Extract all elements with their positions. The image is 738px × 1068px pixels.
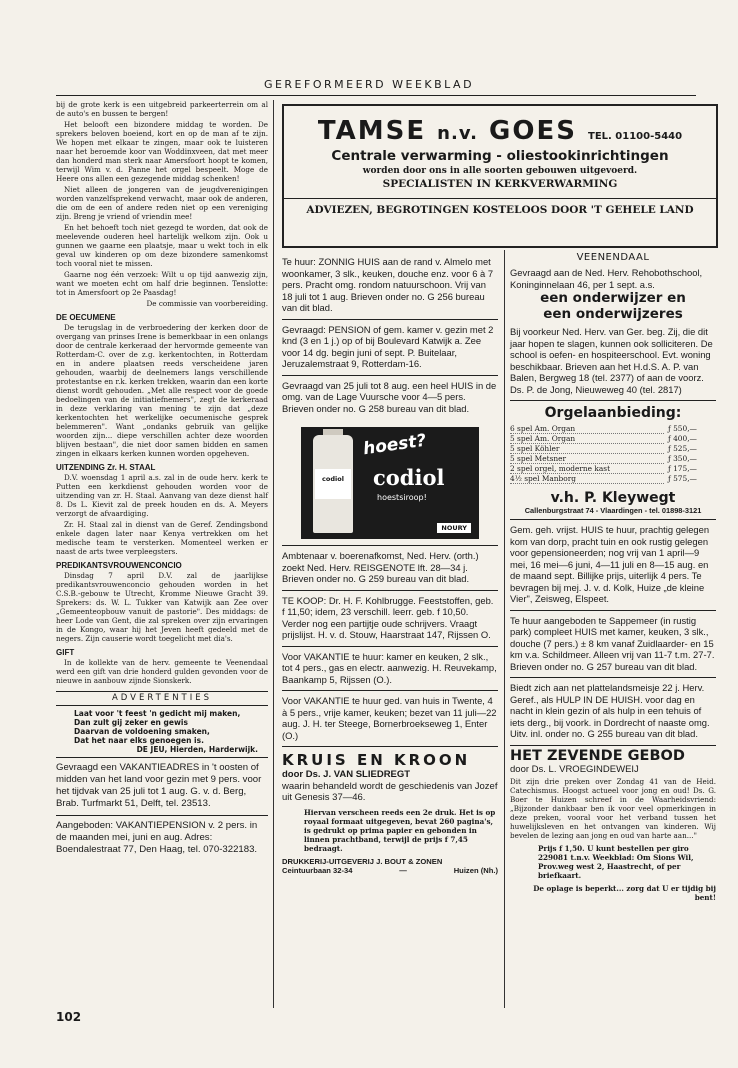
verse-line: Dan zult gij zeker en gewis: [74, 718, 188, 727]
kruis-body: Hiervan verscheen reeds een 2e druk. Het is op royaal formaat uitgegeven, bevat 260 pagina's, is gedrukt op prima papier en gebonden in linnen prachtband, terwijl de prijs f 7,45 bedraagt.: [304, 807, 496, 853]
orgel-name: 4½ spel Manborg: [510, 474, 664, 484]
article-text: bij de grote kerk is een uitgebreid parkeerterrein om al de auto's en bussen te bergen!: [56, 100, 268, 118]
tamse-subline: worden door ons in alle soorten gebouwen uitgevoerd.: [362, 166, 638, 176]
tamse-phone: TEL. 01100-5440: [588, 131, 683, 142]
veenendaal-h2: een onderwijzeres: [543, 306, 683, 322]
kruis-title: KRUIS EN KROON: [282, 751, 471, 769]
codiol-slogan: hoest?: [361, 430, 428, 460]
kleywegt-name: v.h. P. Kleywegt: [550, 490, 676, 506]
kleywegt-address: Callenburgstraat 74 - Vlaardingen - tel. 01898-3121: [510, 506, 716, 520]
article-text: Het belooft een bizondere middag te worden. De sprekers beloven boeiend, kort en op de man af te zijn. We hopen met elkaar te zingen, maar ook te luisteren naar het beroemde koor van Woddinxveen, dat met meer dan honderd man sterk naar Amersfoort hoopt te komen, terwijl Wim v. d. Panne het orgel bespeelt. Moge de Heere ons allen een gezegende middag schenken!: [56, 120, 268, 183]
verse-line: Dat het naar elks genoegen is.: [74, 736, 204, 745]
heading-staal: UITZENDING Zr. H. STAAL: [56, 463, 156, 472]
ad-huis-sappemeer: Te huur aangeboden te Sappemeer (in rustig park) compleet HUIS met kamer, keuken, 3 slk., douche (7 pers.) ± 8 km vanaf Zuidlaarder- en 15 km v.a. Schildmeer. Alleen vrij van 11-7 t.m. 27-7. Brieven onder no. G 257 bureau van dit blad.: [510, 611, 716, 679]
column-divider: [273, 100, 274, 1008]
drukkerij: [282, 857, 498, 875]
ad-zonnig-huis: Te huur: ZONNIG HUIS aan de rand v. Almelo met woonkamer, 3 slk., keuken, douche enz. voor 6 à 7 pers. Pracht omg. rondom natuurschoon. Vrij van 18 juli tot 1 aug. Brieven onder no. G 256 bureau van dit blad.: [282, 252, 498, 320]
article-text: Zr. H. Staal zal in dienst van de Geref. Zendingsbond enkele dagen later naar Kenya vertrekken om het medische team te versterken. Momenteel werken er naast de arts twee verpleegsters.: [56, 520, 268, 556]
codiol-sub: hoestsiroop!: [377, 493, 427, 502]
article-text: En het behoeft toch niet gezegd te worden, dat ook de meelevende ouderen heel hartelijk welkom zijn. Ook u gunnen we gaarne een plaatsje, maar u wekt toch in elk geval uw kinderen op om deze bizondere samenkomst toch vooral niet te missen.: [56, 223, 268, 268]
heading-oecumene: DE OECUMENE: [56, 313, 116, 322]
page-number: 102: [56, 1010, 82, 1024]
page-header: GEREFORMEERD WEEKBLAD: [263, 78, 475, 91]
article-text: Dinsdag 7 april D.V. zal de jaarlijkse predikantsvrouwenconcio gehouden worden in het C.S.B.-gebouw te Utrecht, Kromme Nieuwe Gracht 39. Sprekers: ds. W. L. Tukker van Katwijk aan Zee over „Gemeenteopbouw vanuit de pastorie". Des middags: de heer Lode van Gent, die zal spreken over zijn ervaringen in de Kongo, waar hij het Jeven heeft gedeeld met de negers. Zijn causerie wordt toegelicht met dia's.: [56, 571, 268, 643]
veenendaal-body: Bij voorkeur Ned. Herv. van Ger. beg. Zij, die dit jaar hopen te slagen, kunnen ook solliciteren. De school is oefen- en hospiteerschool. Evt. woning beschikbaar. Brieven aan het H.d.S. A. P. van Balen, Bergweg 18 (tel. 2377) of aan de voorz. Ds. P. de Jong, Nieuweweg 40 (tel. 2817): [510, 322, 716, 401]
column-divider: [504, 250, 505, 1008]
orgel-name: 2 spel orgel, moderne kast: [510, 464, 664, 474]
veenendaal-text: Gevraagd aan de Ned. Herv. Rehobothschool, Koninginnelaan 46, per 1 sept. a.s.: [510, 267, 703, 290]
ad-reisgenote: Ambtenaar v. boerenafkomst, Ned. Herv. (orth.) zoekt Ned. Herv. REISGENOTE lft. 28—34 j. Brieven onder no. G 259 bureau van dit blad.: [282, 545, 498, 591]
article-text: D.V. woensdag 1 april a.s. zal in de oude herv. kerk te Putten een kerkdienst gehouden worden voor de uitzending van zr. H. Staal. Aanvang van deze dienst half 8. Ds L. Kievit zal de preek houden en ds. A. Meyers verzorgt de afvaardiging.: [56, 473, 268, 518]
article-text: Niet alleen de jongeren van de jeugdverenigingen worden vanzelfsprekend verwacht, maar ook de anderen, die om de een of andere reden niet op een vereniging zijn. Breng je vriend of vriendin mee!: [56, 185, 268, 221]
heading-gift: GIFT: [56, 648, 75, 657]
orgel-row: [510, 424, 716, 434]
tamse-advice: ADVIEZEN, BEGROTINGEN KOSTELOOS DOOR 'T GEHELE LAND: [284, 198, 716, 216]
ad-huis-vuursche: Gevraagd van 25 juli tot 8 aug. een heel HUIS in de omg. van de Lage Vuursche voor 4—5 pers. Brieven onder no. G 258 bureau van dit blad.: [282, 379, 497, 414]
tamse-nv: n.v.: [437, 123, 478, 144]
gebod-price: Prijs f 1,50. U kunt bestellen per giro 229081 t.n.v. Weekblad: Om Sions Wil, Prov.weg west 2, Haastrecht, of per briefkaart.: [538, 843, 694, 880]
orgel-price: ƒ 575,—: [668, 474, 697, 483]
gebod-author: door Ds. L. VROEGINDEWEIJ: [510, 763, 639, 775]
orgel-row: [510, 434, 716, 444]
orgel-row: [510, 474, 716, 484]
column-1: [56, 100, 268, 861]
orgel-name: 6 spel Am. Organ: [510, 424, 664, 434]
orgel-list: [510, 424, 716, 484]
orgel-row: [510, 444, 716, 454]
header-rule: [56, 95, 696, 96]
orgel-name: 5 spel Köhler: [510, 444, 664, 454]
orgel-row: [510, 454, 716, 464]
drukkerij-dash: —: [399, 865, 407, 875]
article-signature: De commissie van voorbereiding.: [146, 299, 268, 308]
orgel-name: 5 spel Am. Organ: [510, 434, 664, 444]
ad-vakantieadres: Gevraagd een VAKANTIEADRES in 't oosten of midden van het land voor gezin met 9 pers. voor het tijdvak van 25 juli tot 1 aug. G. v. d. Berg, Brab. Turfmarkt 51, Delft, tel. 23513.: [56, 757, 268, 816]
heading-predik: PREDIKANTSVROUWENCONCIO: [56, 561, 182, 570]
orgel-title: Orgelaanbieding:: [544, 405, 682, 421]
verse-line: Daarvan de voldoening smaken,: [74, 727, 210, 736]
drukkerij-name: DRUKKERIJ-UITGEVERIJ J. BOUT & ZONEN: [282, 856, 443, 866]
gebod-footer: De oplage is beperkt... zorg dat U er tijdig bij bent!: [533, 883, 716, 902]
ad-vakantie-2: Voor VAKANTIE te huur ged. van huis in Twente, 4 à 5 pers., vrije kamer, keuken; bezet van 11 juli—22 aug. J. H. ter Steege, Bornerbroekseweg 1, Enter (O.): [282, 691, 498, 747]
ad-vakantiepension: Aangeboden: VAKANTIEPENSION v. 2 pers. in de maanden mei, juni en aug. Adres: Boendalestraat 77, Den Haag, tel. 070-322183.: [56, 820, 258, 855]
codiol-brand: codiol: [373, 465, 445, 490]
ad-huis-elspeet: Gem. geh. vrijst. HUIS te huur, prachtig gelegen kom van dorp, pracht tuin en ook rustig gelegen voor gepensioneerden; nog vrij van 1 april—9 mei, 16 mei—6 juni, 4—11 juli en 8—15 aug. en de maand sept. Billijke prijs, uiterlijk 4 pers. Te bevragen bij mej. J. v. d. Kolk, Huize „de kleine Vier", Zeisweg, Elspeet.: [510, 520, 716, 611]
orgel-price: ƒ 525,—: [668, 444, 697, 453]
orgel-price: ƒ 175,—: [668, 464, 697, 473]
drukkerij-address: Ceintuurbaan 32-34: [282, 865, 353, 875]
verse-line: Laat voor 't feest 'n gedicht mij maken,: [74, 709, 241, 718]
article-text: Gaarne nog één verzoek: Wilt u op tijd aanwezig zijn, want we moeten echt om half drie beginnen. Tenslotte: tot in Amersfoort op 2e Paasdag!: [56, 270, 268, 297]
tamse-advert: [282, 104, 718, 248]
codiol-advert: [301, 427, 479, 539]
orgel-price: ƒ 400,—: [668, 434, 697, 443]
kruis-desc: waarin behandeld wordt de geschiedenis van Jozef uit Genesis 37—46.: [282, 780, 498, 803]
ad-vakantie-1: Voor VAKANTIE te huur: kamer en keuken, 2 slk., tot 4 pers., gas en electr. aanwezig. H. Reuvekamp, Baankamp 5, Rijssen (O.).: [282, 647, 498, 692]
advert-verse: [56, 709, 268, 754]
orgel-name: 5 spel Metsner: [510, 454, 664, 464]
orgel-row: [510, 464, 716, 474]
drukkerij-row: [282, 866, 498, 875]
codiol-maker: NOURY: [437, 523, 471, 533]
article-text: De terugslag in de verbroedering der kerken door de overgang van prinses Irene is bemerkbaar in een onlangs door de centrale kerkeraad der hervormde gemeente van Rotterdam-C. over de z.g. kerkentochten, in Rotterdam en in andere plaatsen reeds verscheidene jaren gehouden, waarbij de deelnemers langs verschillende protestantse en r.k. kerken trekken, waarin dan een korte dienst wordt gehouden. „Met alle respect voor de goede bedoelingen van de initiatiefnemers", zegt de kerkeraad in deze verklaring van mening te zijn dat „deze kerkentochten het werkelijke oecumenische gesprek belemmeren". Want „ondanks gebruik van gelijke woorden zijn... diepe verschillen achter deze woorden blijven bestaan", die niet door samen bidden en samen zingen in elkaars kerken kunnen worden opgeheven.: [56, 323, 268, 458]
ad-te-koop: TE KOOP: Dr. H. F. Kohlbrugge. Feeststoffen, geb. f 11,50; idem, 23 verschill. leerr. geb. f 10,50. Verder nog een partijtje oude schrijvers. Vraagt prijslijst. H. v. d. Stouw, Haarstraat 147, Rijssen O.: [282, 591, 498, 647]
orgel-price: ƒ 350,—: [668, 454, 697, 463]
tamse-logo: [284, 116, 716, 146]
tamse-specialty: SPECIALISTEN IN KERKVERWARMING: [382, 178, 618, 190]
veenendaal-h1: een onderwijzer en: [540, 290, 686, 306]
tamse-city: GOES: [489, 116, 577, 146]
veenendaal-heading: VEENENDAAL: [576, 252, 650, 263]
orgel-price: ƒ 550,—: [668, 424, 697, 433]
drukkerij-city: Huizen (Nh.): [453, 865, 498, 875]
gebod-title: HET ZEVENDE GEBOD: [510, 747, 685, 764]
column-3: [510, 252, 716, 902]
advertenties-heading: ADVERTENTIES: [56, 691, 268, 706]
tamse-tagline: Centrale verwarming - oliestookinrichtingen: [331, 148, 669, 164]
gebod-body: Dit zijn drie preken over Zondag 41 van de Heid. Catechismus. Hoogst actueel voor jong en oud! Ds. G. Boer te Huizen schreef in de Waarheidsvriend: „Bijzonder dankbaar ben ik voor veel opmerkingen in deze preken, vooral voor het verband tussen het huwelijksleven en het ontvangen van kinderen. Wij bevelen de lezing aan jong en oud van harte aan...": [510, 776, 716, 840]
ad-hulp-huish: Biedt zich aan net plattelandsmeisje 22 j. Herv. Geref., als HULP IN DE HUISH. voor dag en nacht in klein gezin of als hulp in een tehuis of iets derg., bij voork. in Dordrecht of naaste omg. Uitv. inl. onder no. G 255 bureau van dit blad.: [510, 678, 716, 746]
column-2: [282, 252, 498, 875]
ad-pension: Gevraagd: PENSION of gem. kamer v. gezin met 2 knd (3 en 1 j.) op of bij Boulevard Katwijk a. Zee voor 14 dg. begin juni of sept. P. Buitelaar, Jeruzalemstraat 9, Rotterdam-16.: [282, 320, 498, 376]
verse-signature: DE JEU, Hierden, Harderwijk.: [136, 745, 258, 754]
kruis-author: door Ds. J. VAN SLIEDREGT: [282, 769, 411, 780]
article-text: In de kollekte van de herv. gemeente te Veenendaal werd een gift van drie honderd gulden gevonden voor de nieuwe in aanbouw zijnde Sionskerk.: [56, 658, 268, 685]
tamse-name: TAMSE: [317, 116, 427, 146]
bottle-label: codiol: [315, 469, 351, 499]
